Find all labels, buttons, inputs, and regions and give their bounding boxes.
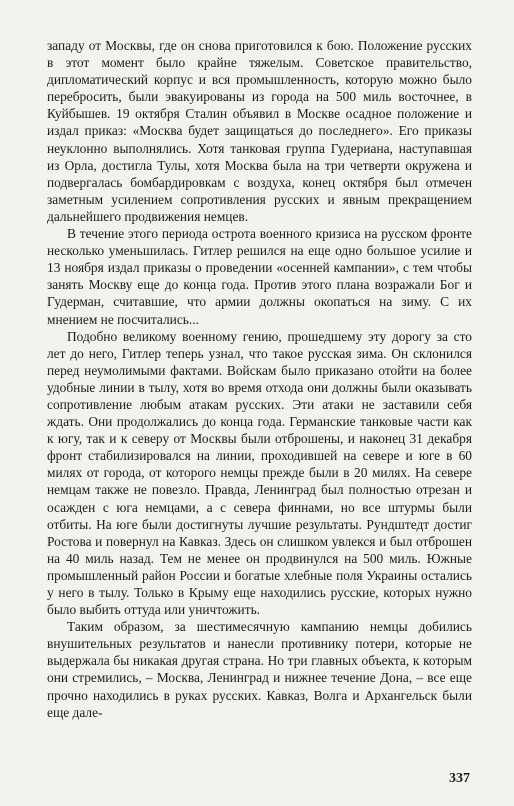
page-number: 337	[449, 771, 470, 786]
paragraph-4: Таким образом, за шестимесячную кампанию немцы добились внушительных результатов и нанесли противнику потери, которые не выдержала бы никакая другая страна. Но три главных объекта, к которым они стремились, – Москва, Ленинград и нижнее течение Дона, – все еще прочно находились в руках русских. Кавказ, Волга и Архангельск были еще дале-	[47, 619, 472, 720]
paragraph-1: западу от Москвы, где он снова приготовился к бою. Положение русских в этот момент было крайне тяжелым. Советское правительство, дипломатический корпус и вся промышленность, которую можно было перебросить, были эвакуированы из города на 500 миль восточнее, в Куйбышев. 19 октября Сталин объявил в Москве осадное положение и издал приказ: «Москва будет защищаться до последнего». Его приказы неуклонно выполнялись. Хотя танковая группа Гудериана, наступавшая из Орла, достигла Тулы, хотя Москва была на три четверти окружена и подвергалась бомбардировкам с воздуха, конец октября был отмечен заметным усилением сопротивления русских и явным прекращением дальнейшего продвижения немцев.	[47, 38, 472, 224]
paragraph-2: В течение этого периода острота военного кризиса на русском фронте несколько уменьшилась. Гитлер решился на еще одно большое усилие и 13 ноября издал приказы о проведении «осенней кампании», с тем чтобы занять Москву еще до конца года. Против этого плана возражали Бог и Гудерман, считавшие, что армии должны окопаться на зиму. С их мнением не посчитались...	[47, 226, 472, 327]
paragraph-3: Подобно великому военному гению, прошедшему эту дорогу за сто лет до него, Гитлер теперь узнал, что такое русская зима. Он склонился перед неумолимыми фактами. Войскам было приказано отойти на более удобные линии в тылу, хотя во время отхода они должны были оказывать сопротивление любым атакам русских. Эти атаки не заставили себя ждать. Они продолжались до конца года. Германские танковые части как к югу, так и к северу от Москвы были отброшены, и наконец 31 декабря фронт стабилизировался на линии, проходившей на севере и юге в 60 милях от города, от которого немцы прежде были в 20 милях. На севере немцам также не повезло. Правда, Ленинград был полностью отрезан и осажден с юга немцами, а с севера финнами, но все штурмы были отбиты. На юге были достигнуты лучшие результаты. Рундштедт достиг Ростова и повернул на Кавказ. Здесь он слишком увлекся и был отброшен на 40 миль назад. Тем не менее он продвинулся на 500 миль. Южные промышленный район России и богатые хлебные поля Украины остались у него в тылу. Только в Крыму еще находились русские, которых нужно было выбить оттуда или уничтожить.	[47, 328, 472, 618]
